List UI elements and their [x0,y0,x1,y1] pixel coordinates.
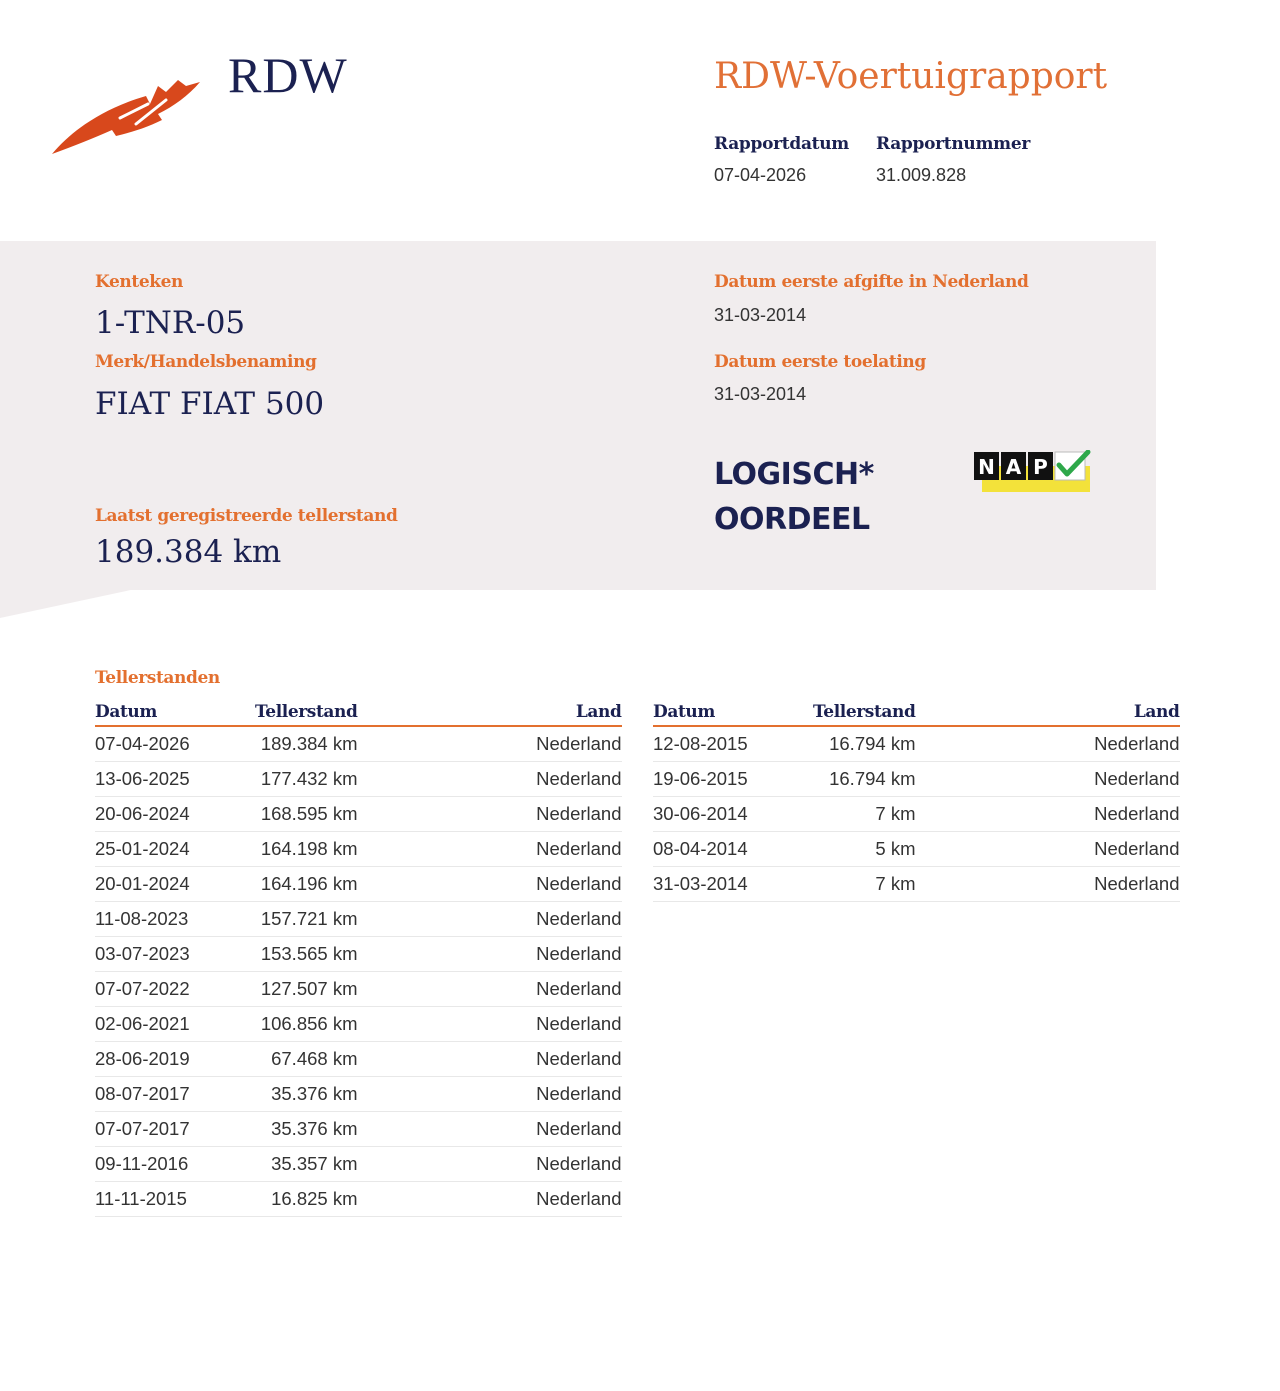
first-admission-value: 31-03-2014 [714,384,807,404]
row-reading: 67.468 km [255,1042,358,1077]
table-row [95,1112,622,1147]
table-row [95,937,622,972]
row-country: Nederland [358,762,622,797]
rdw-logo-icon [50,74,206,158]
nap-letter-p: P [1033,455,1048,479]
table-row [95,1042,622,1077]
row-reading: 157.721 km [255,902,358,937]
last-reading-value: 189.384 km [95,534,282,570]
row-reading: 189.384 km [255,726,358,762]
row-country: Nederland [358,902,622,937]
nap-logo-icon [974,450,1092,496]
column-header-country: Land [358,700,622,726]
row-country: Nederland [358,1182,622,1217]
meter-table-right [653,700,1180,902]
brand-value: FIAT FIAT 500 [95,386,325,422]
row-reading: 5 km [813,832,916,867]
column-header-reading: Tellerstand [813,700,916,726]
table-row [95,1147,622,1182]
row-country: Nederland [358,1007,622,1042]
row-country: Nederland [358,1042,622,1077]
panel-tab-decoration [0,588,140,618]
row-country: Nederland [358,972,622,1007]
table-header-row [653,700,1180,726]
column-header-country: Land [916,700,1180,726]
row-reading: 35.376 km [255,1112,358,1147]
row-date: 31-03-2014 [653,867,813,902]
table-row [653,797,1180,832]
row-country: Nederland [916,762,1180,797]
first-issue-nl-value: 31-03-2014 [714,305,807,325]
row-country: Nederland [358,1077,622,1112]
brand-label: Merk/Handelsbenaming [95,352,317,372]
table-row [653,726,1180,762]
table-row [95,762,622,797]
row-country: Nederland [916,832,1180,867]
row-date: 03-07-2023 [95,937,255,972]
table-row [653,832,1180,867]
table-row [95,867,622,902]
nap-letter-n: N [978,455,995,479]
row-date: 19-06-2015 [653,762,813,797]
plate-value: 1-TNR-05 [95,305,246,341]
row-country: Nederland [916,867,1180,902]
table-row [653,867,1180,902]
row-date: 11-08-2023 [95,902,255,937]
table-row [95,1077,622,1112]
row-date: 11-11-2015 [95,1182,255,1217]
report-number-value: 31.009.828 [876,165,967,185]
row-date: 08-07-2017 [95,1077,255,1112]
row-date: 07-07-2017 [95,1112,255,1147]
row-reading: 7 km [813,867,916,902]
report-date-value: 07-04-2026 [714,165,807,185]
row-country: Nederland [358,832,622,867]
column-header-reading: Tellerstand [255,700,358,726]
row-date: 28-06-2019 [95,1042,255,1077]
table-row [95,972,622,1007]
meter-table-left [95,700,622,1217]
table-row [95,902,622,937]
first-admission-label: Datum eerste toelating [714,352,926,372]
table-row [95,726,622,762]
row-country: Nederland [916,726,1180,762]
row-reading: 7 km [813,797,916,832]
page-title: RDW-Voertuigrapport [714,56,1108,97]
row-reading: 16.825 km [255,1182,358,1217]
row-date: 13-06-2025 [95,762,255,797]
table-row [653,762,1180,797]
nap-letter-a: A [1005,455,1022,479]
first-issue-nl-label: Datum eerste afgifte in Nederland [714,272,1029,292]
row-reading: 106.856 km [255,1007,358,1042]
nap-verdict [714,452,874,542]
logo-wordmark: RDW [228,47,348,103]
plate-label: Kenteken [95,272,184,292]
row-country: Nederland [358,1112,622,1147]
row-date: 20-01-2024 [95,867,255,902]
row-reading: 127.507 km [255,972,358,1007]
last-reading-label: Laatst geregistreerde tellerstand [95,506,398,526]
row-country: Nederland [358,726,622,762]
report-date-label: Rapportdatum [714,134,849,154]
row-date: 07-04-2026 [95,726,255,762]
row-date: 30-06-2014 [653,797,813,832]
section-title-meter-readings: Tellerstanden [95,668,220,688]
column-header-date: Datum [95,700,255,726]
row-date: 08-04-2014 [653,832,813,867]
row-country: Nederland [358,937,622,972]
row-reading: 35.376 km [255,1077,358,1112]
table-row [95,797,622,832]
row-country: Nederland [358,1147,622,1182]
column-header-date: Datum [653,700,813,726]
row-country: Nederland [916,797,1180,832]
verdict-line-1: LOGISCH* [714,457,874,492]
row-date: 25-01-2024 [95,832,255,867]
row-country: Nederland [358,867,622,902]
row-date: 20-06-2024 [95,797,255,832]
row-reading: 16.794 km [813,762,916,797]
row-reading: 168.595 km [255,797,358,832]
row-date: 12-08-2015 [653,726,813,762]
table-row [95,832,622,867]
row-reading: 153.565 km [255,937,358,972]
row-date: 07-07-2022 [95,972,255,1007]
table-row [95,1007,622,1042]
row-reading: 177.432 km [255,762,358,797]
table-header-row [95,700,622,726]
row-reading: 35.357 km [255,1147,358,1182]
row-date: 09-11-2016 [95,1147,255,1182]
row-country: Nederland [358,797,622,832]
row-reading: 164.198 km [255,832,358,867]
report-number-label: Rapportnummer [876,134,1031,154]
verdict-line-2: OORDEEL [714,502,870,537]
row-date: 02-06-2021 [95,1007,255,1042]
row-reading: 164.196 km [255,867,358,902]
row-reading: 16.794 km [813,726,916,762]
table-row [95,1182,622,1217]
